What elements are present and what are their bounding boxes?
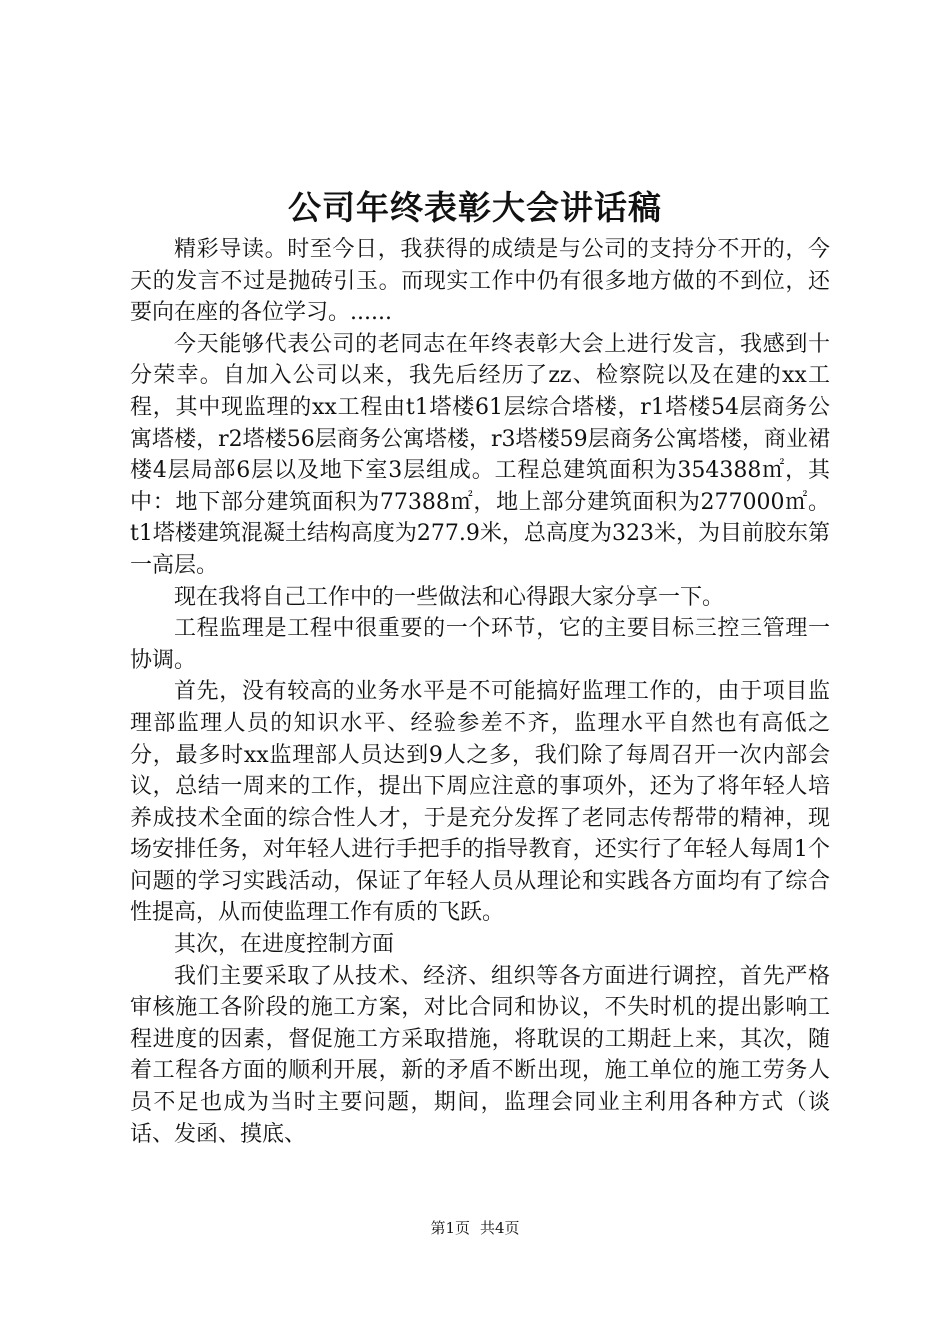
paragraph: 精彩导读。时至今日，我获得的成绩是与公司的支持分不开的，今天的发言不过是抛砖引玉。而现实工作中仍有很多地方做的不到位，还要向在座的各位学习。...... [130, 237, 830, 326]
paragraph: 其次，在进度控制方面 [174, 932, 395, 958]
page-total: 共4页 [480, 1219, 520, 1237]
paragraph: 现在我将自己工作中的一些做法和心得跟大家分享一下。 [174, 584, 725, 610]
paragraph: 工程监理是工程中很重要的一个环节，它的主要目标三控三管理一协调。 [130, 616, 830, 673]
paragraph: 首先，没有较高的业务水平是不可能搞好监理工作的，由于项目监理部监理人员的知识水平、经验参差不齐，监理水平自然也有高低之分，最多时xx监理部人员达到9人之多，我们除了每周召开一次内部会议，总结一周来的工作，提出下周应注意的事项外，还为了将年轻人培养成技术全面的综合性人才，于是充分发挥了老同志传帮带的精神，现场安排任务，对年轻人进行手把手的指导教育，还实行了年轻人每周1个问题的学习实践活动，保证了年轻人员从理论和实践各方面均有了综合性提高，从而使监理工作有质的飞跃。 [130, 679, 830, 926]
paragraph: 今天能够代表公司的老同志在年终表彰大会上进行发言，我感到十分荣幸。自加入公司以来，我先后经历了zz、检察院以及在建的xx工程，其中现监理的xx工程由t1塔楼61层综合塔楼，r1塔楼54层商务公寓塔楼，r2塔楼56层商务公寓塔楼，r3塔楼59层商务公寓塔楼，商业裙楼4层局部6层以及地下室3层组成。工程总建筑面积为354388㎡，其中：地下部分建筑面积为77388㎡，地上部分建筑面积为277000㎡。t1塔楼建筑混凝土结构高度为277.9米，总高度为323米，为目前胶东第一高层。 [130, 331, 830, 578]
paragraph: 我们主要采取了从技术、经济、组织等各方面进行调控，首先严格审核施工各阶段的施工方案，对比合同和协议，不失时机的提出影响工程进度的因素，督促施工方采取措施，将耽误的工期赶上来，其次，随着工程各方面的顺利开展，新的矛盾不断出现，施工单位的施工劳务人员不足也成为当时主要问题，期间，监理会同业主利用各种方式（谈话、发函、摸底、 [130, 963, 830, 1147]
document-body [130, 234, 830, 1150]
document-title: 公司年终表彰大会讲话稿 [288, 188, 662, 227]
page-footer [0, 1218, 950, 1238]
page-number: 第1页 [430, 1219, 470, 1237]
